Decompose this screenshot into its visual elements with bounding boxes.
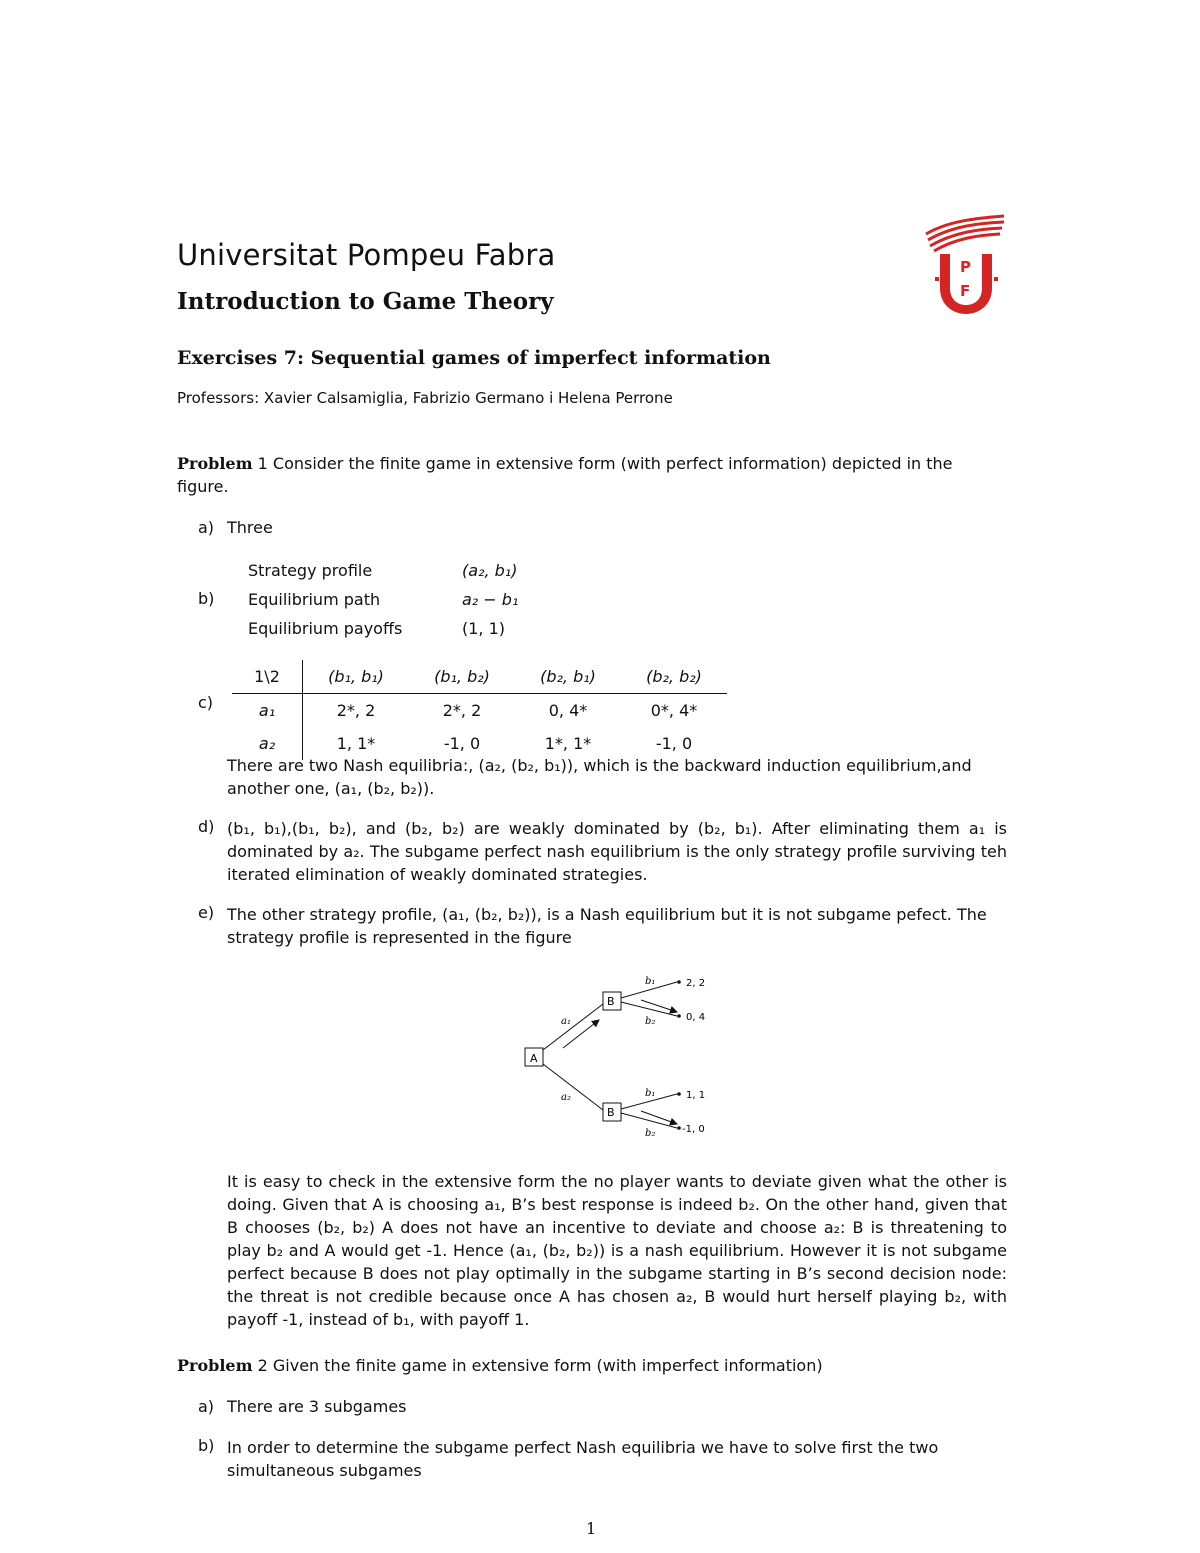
problem2-text: Given the finite game in extensive form (with imperfect information) — [272, 1356, 823, 1375]
summary-name: Equilibrium payoffs — [248, 619, 403, 638]
row-header: a₂ — [232, 727, 303, 760]
item-e-text: The other strategy profile, (a₁, (b₂, b₂)), is a Nash equilibrium but it is not subgame pefect. The strategy profile is represented in the figure — [227, 905, 987, 947]
terminal-node — [677, 1014, 681, 1018]
terminal-node — [677, 980, 681, 984]
column-header: (b₂, b₂) — [621, 660, 727, 694]
item-c-text: There are two Nash equilibria:, (a₂, (b₂, b₁)), which is the backward induction equilibrium,and another one, (a₁, (b₂, b₂)). — [227, 756, 972, 798]
equilibrium-summary-table — [248, 556, 518, 643]
p2-item-b-label: b) — [198, 1436, 215, 1455]
game-tree-figure — [515, 968, 725, 1148]
item-d-label: d) — [198, 817, 215, 836]
payoff-label: 0, 4 — [686, 1012, 706, 1023]
label-a2: a₂ — [561, 1092, 571, 1103]
label-upper-b1: b₁ — [645, 976, 656, 987]
course-title: Introduction to Game Theory — [177, 288, 554, 315]
problem2-label: Problem — [177, 1356, 253, 1375]
label-upper-b2: b₂ — [645, 1016, 656, 1027]
problem1-label: Problem — [177, 454, 253, 473]
payoff-cell: 1*, 1* — [544, 734, 592, 753]
summary-name: Strategy profile — [248, 561, 373, 580]
summary-row — [248, 585, 518, 614]
payoff-label: 2, 2 — [686, 978, 706, 989]
item-e-conclusion: It is easy to check in the extensive form the no player wants to deviate given what the other is doing. Given that A is choosing a₁, B’s best response is indeed b₂. On the other hand, given that B chooses (b₂, b₂) A does not have an incentive to deviate and choose a₂: B is threatening to play b₂ and A would get -1. Hence (a₁, (b₂, b₂)) is a nash equilibrium. However it is not subgame perfect because B does not play optimally in the subgame starting in B’s second decision node: the threat is not credible because once A has chosen a₂, B would hurt herself playing b₂, with payoff -1, instead of b₁, with payoff 1. — [227, 1172, 1007, 1329]
item-a-label: a) — [198, 518, 215, 537]
item-e-label: e) — [198, 903, 215, 922]
payoff-matrix — [232, 660, 727, 760]
page-number: 1 — [586, 1519, 597, 1538]
payoff-cell: 1, 1* — [336, 734, 376, 753]
row-header: a₁ — [232, 694, 303, 728]
payoff-cell: -1, 0 — [443, 734, 481, 753]
payoff-label: 1, 1 — [686, 1090, 706, 1101]
summary-row — [248, 556, 518, 585]
edge-a2 — [543, 1064, 603, 1110]
logo-letter-f: F — [960, 282, 971, 300]
summary-value: a₂ − b₁ — [462, 590, 519, 609]
node-b-upper-label: B — [607, 995, 615, 1008]
payoff-cell: 0*, 4* — [650, 701, 698, 720]
p2-item-a-label: a) — [198, 1397, 215, 1416]
university-title: Universitat Pompeu Fabra — [177, 238, 556, 272]
node-a-label: A — [530, 1052, 538, 1065]
payoff-cell: 0, 4* — [548, 701, 588, 720]
label-lower-b2: b₂ — [645, 1128, 656, 1139]
payoff-cell: -1, 0 — [655, 734, 693, 753]
exercise-title: Exercises 7: Sequential games of imperfect information — [177, 347, 771, 369]
summary-value: (a₂, b₁) — [462, 561, 518, 580]
column-header: (b₁, b₁) — [303, 660, 410, 694]
summary-name: Equilibrium path — [248, 590, 381, 609]
problem1-number: 1 — [257, 454, 268, 473]
item-a-text: Three — [227, 518, 273, 537]
item-d-text: (b₁, b₁),(b₁, b₂), and (b₂, b₂) are weakly dominated by (b₂, b₁). After eliminating them a₁ is dominated by a₂. The subgame perfect nash equilibrium is the only strategy profile surviving teh iterated elimination of weakly dominated strategies. — [227, 819, 1007, 884]
summary-row — [248, 614, 518, 643]
terminal-node — [677, 1092, 681, 1096]
summary-value: (1, 1) — [462, 619, 506, 638]
column-header: (b₁, b₂) — [409, 660, 515, 694]
item-c-label: c) — [198, 693, 214, 712]
problem1-text: Consider the finite game in extensive form (with perfect information) depicted in the figure. — [177, 454, 953, 496]
column-header: (b₂, b₁) — [515, 660, 621, 694]
item-b-label: b) — [198, 589, 215, 608]
problem2-statement — [177, 1354, 1007, 1377]
payoff-cell: 2*, 2 — [442, 701, 482, 720]
payoff-row — [232, 694, 727, 728]
professors-line: Professors: Xavier Calsamiglia, Fabrizio Germano i Helena Perrone — [177, 389, 673, 407]
strategy-arrow-lower-b2 — [641, 1111, 677, 1124]
upf-logo — [920, 210, 1010, 318]
payoff-cell: 2*, 2 — [336, 701, 376, 720]
matrix-corner: 1\2 — [232, 660, 303, 694]
problem2-number: 2 — [257, 1356, 268, 1375]
logo-letter-p: P — [960, 258, 971, 276]
label-lower-b1: b₁ — [645, 1088, 656, 1099]
label-a1: a₁ — [561, 1016, 571, 1027]
payoff-label: -1, 0 — [682, 1124, 705, 1135]
terminal-node — [677, 1126, 681, 1130]
edge-a1 — [543, 1004, 603, 1050]
strategy-arrow-upper-b2 — [641, 1000, 677, 1012]
p2-item-a-text: There are 3 subgames — [227, 1397, 407, 1416]
p2-item-b-text: In order to determine the subgame perfect Nash equilibria we have to solve first the two simultaneous subgames — [227, 1438, 939, 1480]
payoff-header-row — [232, 660, 727, 694]
node-b-lower-label: B — [607, 1106, 615, 1119]
problem1-statement — [177, 452, 1007, 498]
